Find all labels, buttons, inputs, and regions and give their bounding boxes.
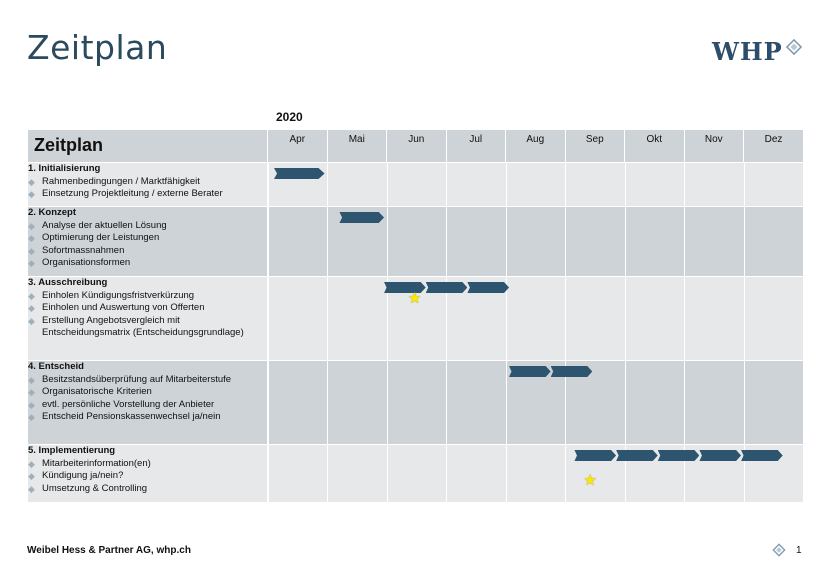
month-cell [625, 163, 684, 206]
phase-title: 5. Implementierung [28, 445, 116, 456]
month-grid [268, 163, 803, 206]
month-cell [565, 163, 624, 206]
phase-row [28, 163, 804, 207]
month-cell [387, 163, 446, 206]
phase-items [28, 290, 267, 340]
month-cell [625, 361, 684, 444]
month-grid [268, 277, 803, 360]
phase-items [28, 374, 267, 424]
phase-description [28, 207, 268, 277]
gantt-bar [426, 282, 468, 293]
month-cell [506, 277, 565, 360]
diamond-logo-icon [772, 543, 786, 557]
timeline-cell [268, 163, 804, 207]
month-cell [387, 207, 446, 276]
month-cell [387, 361, 446, 444]
month-header: Jul [446, 130, 506, 163]
list-item: ◆ Kündigung ja/nein? [28, 470, 267, 483]
table-header-row [28, 130, 804, 163]
phase-items [28, 458, 267, 496]
phase-title: 3. Ausschreibung [28, 277, 108, 288]
month-header: Apr [268, 130, 328, 163]
phase-description [28, 361, 268, 445]
list-item: ◆ Rahmenbedingungen / Marktfähigkeit [28, 176, 267, 189]
month-cell [625, 277, 684, 360]
phase-title: 1. Initialisierung [28, 163, 101, 174]
timeline-cell [268, 277, 804, 361]
month-cell [565, 277, 624, 360]
gantt-bar [551, 366, 593, 377]
month-cell [327, 277, 386, 360]
month-cell [327, 163, 386, 206]
month-cell [268, 445, 327, 502]
month-cell [744, 207, 803, 276]
phase-description [28, 445, 268, 503]
list-item: ◆ Organisationsformen [28, 257, 267, 270]
month-cell [268, 277, 327, 360]
list-item: ◆ Organisatorische Kriterien [28, 386, 267, 399]
phase-items [28, 220, 267, 270]
gantt-bar [339, 212, 384, 223]
phase-description [28, 277, 268, 361]
month-cell [506, 445, 565, 502]
timeline-cell [268, 445, 804, 503]
month-cell [327, 361, 386, 444]
diamond-logo-icon [785, 38, 803, 56]
month-header: Sep [565, 130, 625, 163]
month-cell [506, 163, 565, 206]
month-header: Nov [684, 130, 744, 163]
gantt-bar [699, 450, 741, 461]
gantt-bar [616, 450, 658, 461]
month-cell [684, 207, 743, 276]
list-item: ◆ Einholen Kündigungsfristverkürzung [28, 290, 267, 303]
year-label: 2020 [276, 110, 303, 124]
gantt-bar [467, 282, 509, 293]
gantt-bar [274, 168, 325, 179]
month-cell [744, 361, 803, 444]
phase-row [28, 361, 804, 445]
gantt-bar [741, 450, 783, 461]
month-header: Jun [387, 130, 447, 163]
phase-row [28, 277, 804, 361]
phase-title: 2. Konzept [28, 207, 77, 218]
month-cell [268, 361, 327, 444]
list-item: ◆ Analyse der aktuellen Lösung [28, 220, 267, 233]
month-cell [446, 361, 505, 444]
month-cell [446, 207, 505, 276]
list-item: ◆ Umsetzung & Controlling [28, 483, 267, 496]
list-item: ◆ Einsetzung Projektleitung / externe Berater [28, 188, 267, 201]
month-cell [684, 163, 743, 206]
month-cell [268, 207, 327, 276]
month-cell [565, 207, 624, 276]
logo-text: WHP [712, 36, 783, 66]
month-cell [387, 445, 446, 502]
list-item: ◆ Einholen und Auswertung von Offerten [28, 302, 267, 315]
list-item: ◆ evtl. persönliche Vorstellung der Anbieter [28, 399, 267, 412]
schedule-table [27, 129, 804, 503]
page-title: Zeitplan [27, 28, 168, 67]
company-logo [712, 34, 803, 68]
timeline-cell [268, 207, 804, 277]
timeline-cell [268, 361, 804, 445]
month-header: Aug [506, 130, 566, 163]
list-item: ◆ Mitarbeiterinformation(en) [28, 458, 267, 471]
month-header: Dez [744, 130, 804, 163]
month-cell [446, 163, 505, 206]
gantt-bar [509, 366, 551, 377]
milestone-star-icon: ★ [583, 472, 597, 489]
page-number: 1 [796, 545, 802, 556]
month-header: Okt [625, 130, 685, 163]
list-item: ◆ Erstellung Angebotsvergleich mit Entscheidungsmatrix (Entscheidungsgrundlage) [28, 315, 267, 340]
month-header: Mai [327, 130, 387, 163]
month-cell [744, 163, 803, 206]
list-item: ◆ Besitzstandsüberprüfung auf Mitarbeiterstufe [28, 374, 267, 387]
list-item: ◆ Optimierung der Leistungen [28, 232, 267, 245]
month-cell [506, 207, 565, 276]
table-title: Zeitplan [28, 130, 268, 163]
list-item: ◆ Sofortmassnahmen [28, 245, 267, 258]
phase-description [28, 163, 268, 207]
phase-row [28, 207, 804, 277]
month-cell [684, 277, 743, 360]
gantt-bar [658, 450, 700, 461]
month-cell [327, 445, 386, 502]
month-cell [744, 277, 803, 360]
phase-items [28, 176, 267, 201]
footer-company: Weibel Hess & Partner AG, whp.ch [27, 545, 191, 556]
phase-row [28, 445, 804, 503]
phase-title: 4. Entscheid [28, 361, 84, 372]
milestone-star-icon: ★ [407, 290, 422, 307]
month-cell [684, 361, 743, 444]
month-cell [446, 445, 505, 502]
month-cell [625, 207, 684, 276]
list-item: ◆ Entscheid Pensionskassenwechsel ja/nein [28, 411, 267, 424]
gantt-bar [574, 450, 616, 461]
